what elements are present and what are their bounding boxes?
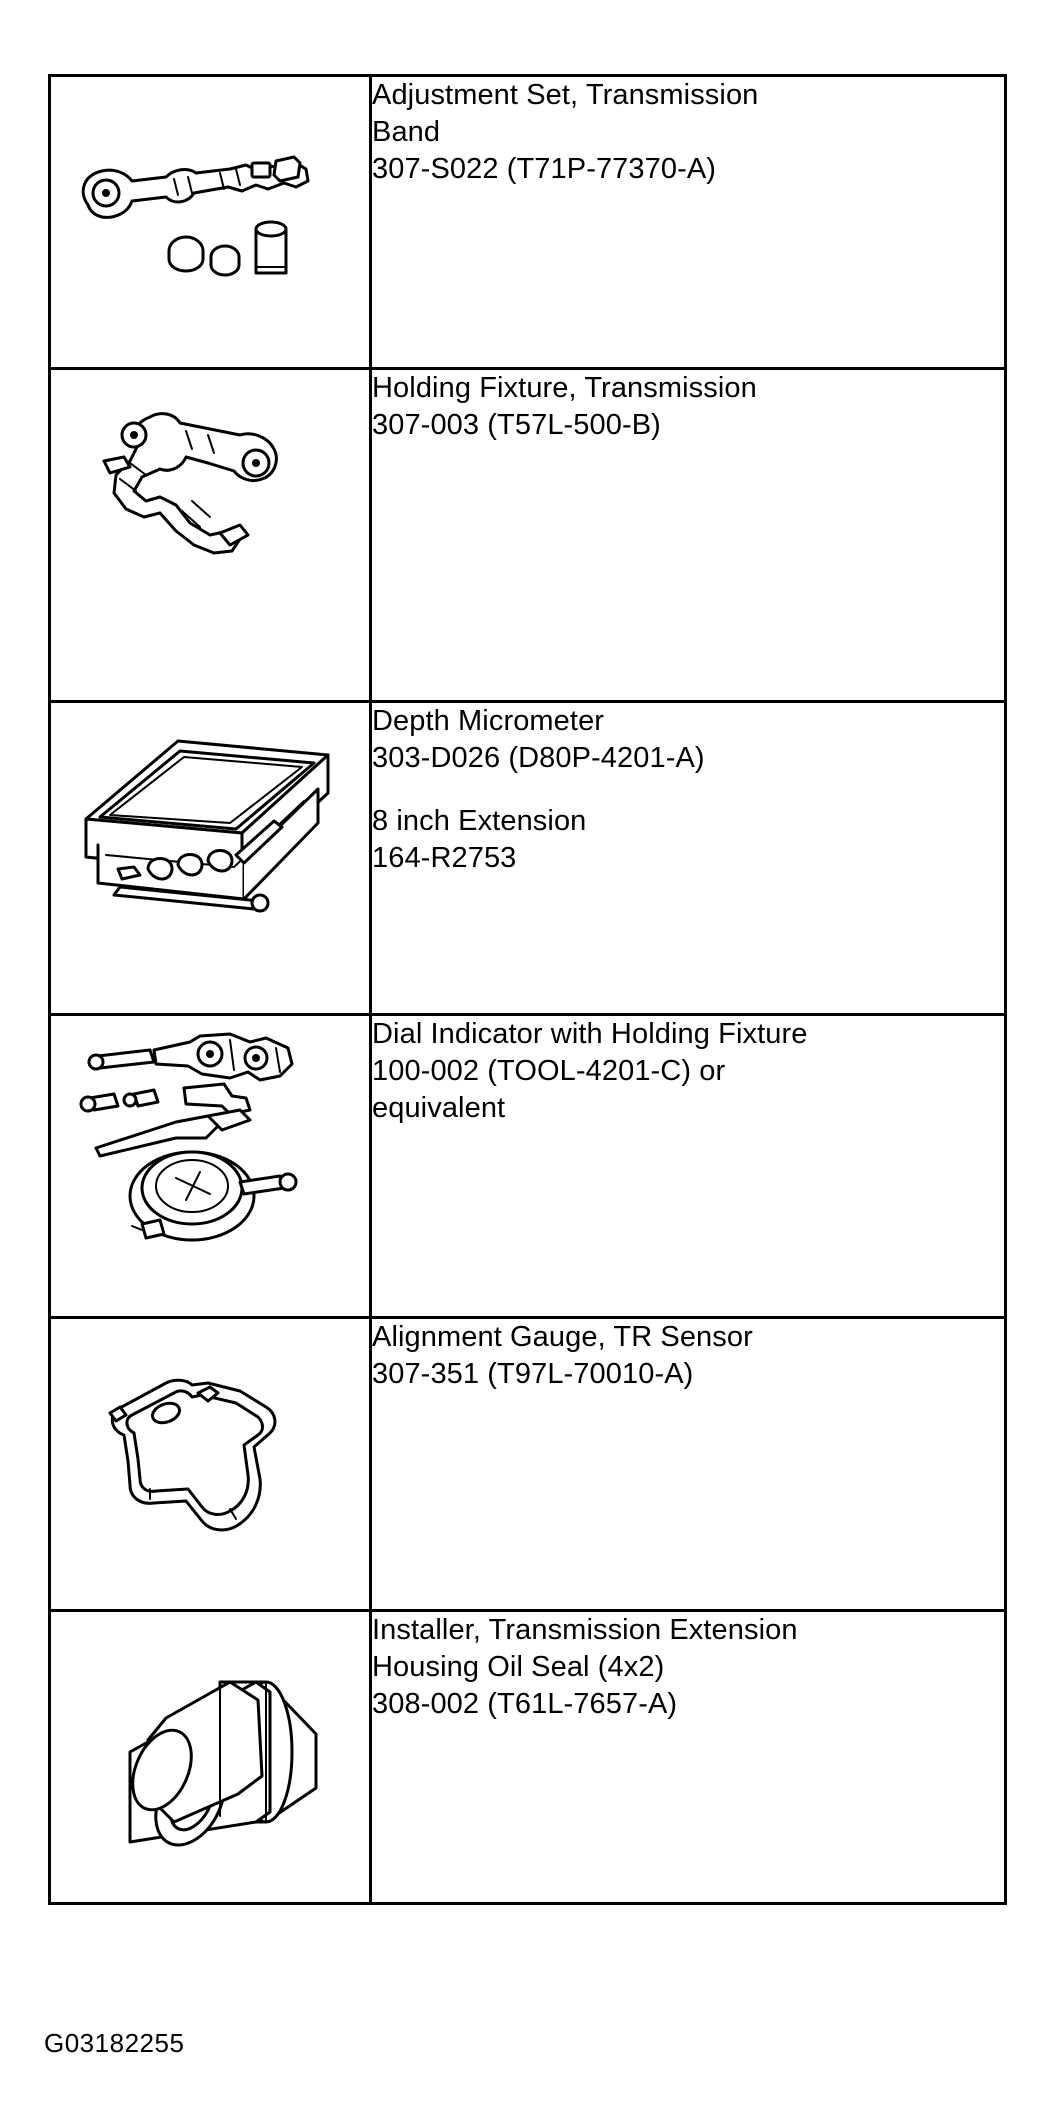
table-row <box>50 702 1006 1015</box>
description-line: Band <box>372 116 441 149</box>
description-line: equivalent <box>372 1092 506 1125</box>
table-row <box>50 76 1006 369</box>
description-spacer <box>372 777 1004 803</box>
extension-housing-oil-seal-installer-illustration <box>51 1612 369 1902</box>
description-line: 308-002 (T61L-7657-A) <box>372 1688 678 1721</box>
illustration-cell <box>50 1611 371 1904</box>
illustration-cell <box>50 369 371 702</box>
description-cell <box>371 76 1006 369</box>
illustration-cell <box>50 1015 371 1318</box>
description-line: 307-003 (T57L-500-B) <box>372 409 661 442</box>
description-line: 307-351 (T97L-70010-A) <box>372 1358 694 1391</box>
illustration-cell <box>50 702 371 1015</box>
special-tools-table <box>48 74 1007 1905</box>
description-cell <box>371 1318 1006 1611</box>
description-line: 8 inch Extension <box>372 805 587 838</box>
description-cell <box>371 702 1006 1015</box>
illustration-cell <box>50 1318 371 1611</box>
description-cell <box>371 1015 1006 1318</box>
transmission-holding-fixture-illustration <box>51 370 369 700</box>
description-line: Adjustment Set, Transmission <box>372 79 759 111</box>
figure-id-label: G03182255 <box>44 2028 185 2058</box>
description-line: 164-R2753 <box>372 842 517 875</box>
description-line: 303-D026 (D80P-4201-A) <box>372 742 705 775</box>
table-row <box>50 369 1006 702</box>
description-line: 100-002 (TOOL-4201-C) or <box>372 1055 726 1088</box>
description-line: Housing Oil Seal (4x2) <box>372 1651 665 1684</box>
depth-micrometer-case-illustration <box>51 703 369 1013</box>
table-row <box>50 1611 1006 1904</box>
description-cell <box>371 369 1006 702</box>
transmission-band-adjustment-set-illustration <box>51 77 369 367</box>
description-line: Alignment Gauge, TR Sensor <box>372 1321 753 1353</box>
description-line: 307-S022 (T71P-77370-A) <box>372 153 717 186</box>
description-line: Depth Micrometer <box>372 705 605 737</box>
description-line: Holding Fixture, Transmission <box>372 372 757 404</box>
description-line: Installer, Transmission Extension <box>372 1614 798 1646</box>
table-row <box>50 1015 1006 1318</box>
table-row <box>50 1318 1006 1611</box>
illustration-cell <box>50 76 371 369</box>
description-cell <box>371 1611 1006 1904</box>
description-line: Dial Indicator with Holding Fixture <box>372 1018 808 1050</box>
tr-sensor-alignment-gauge-illustration <box>51 1319 369 1609</box>
dial-indicator-with-holding-fixture-illustration <box>51 1016 369 1316</box>
